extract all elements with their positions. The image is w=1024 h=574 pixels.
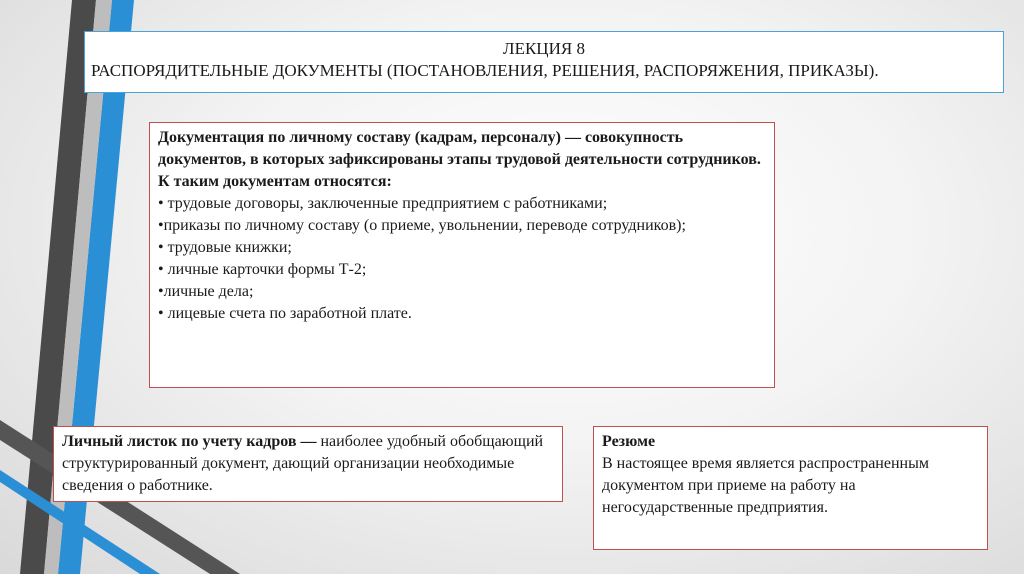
hr-documentation-definition: Документация по личному составу (кадрам, персоналу) — совокупность документов, в которых зафиксированы этапы трудовой деятельности сотрудников. К таким документам относятся: [158,129,761,190]
list-item: •личные дела; [158,283,254,300]
lecture-topic: РАСПОРЯДИТЕЛЬНЫЕ ДОКУМЕНТЫ (ПОСТАНОВЛЕНИЯ, РЕШЕНИЯ, РАСПОРЯЖЕНИЯ, ПРИКАЗЫ). [91,61,879,80]
personnel-sheet-term: Личный листок по учету кадров — [62,433,317,450]
lecture-title-box [84,31,1004,93]
personnel-sheet-box [53,426,563,502]
list-item: •приказы по личному составу (о приеме, увольнении, переводе сотрудников); [158,217,686,234]
hr-documentation-box [149,122,775,388]
resume-box [593,426,988,550]
resume-description: В настоящее время является распространенным документом при приеме на работу на негосударственные предприятия. [602,455,929,516]
list-item: • трудовые книжки; [158,239,292,256]
list-item: • трудовые договоры, заключенные предприятием с работниками; [158,195,608,212]
list-item: • лицевые счета по заработной плате. [158,305,412,322]
personnel-sheet-description: наиболее удобный обобщающий структурированный документ, дающий организации необходимые сведения о работнике. [62,433,544,494]
list-item: • личные карточки формы Т-2; [158,261,367,278]
resume-heading: Резюме [602,433,656,450]
lecture-number: ЛЕКЦИЯ 8 [503,39,585,58]
